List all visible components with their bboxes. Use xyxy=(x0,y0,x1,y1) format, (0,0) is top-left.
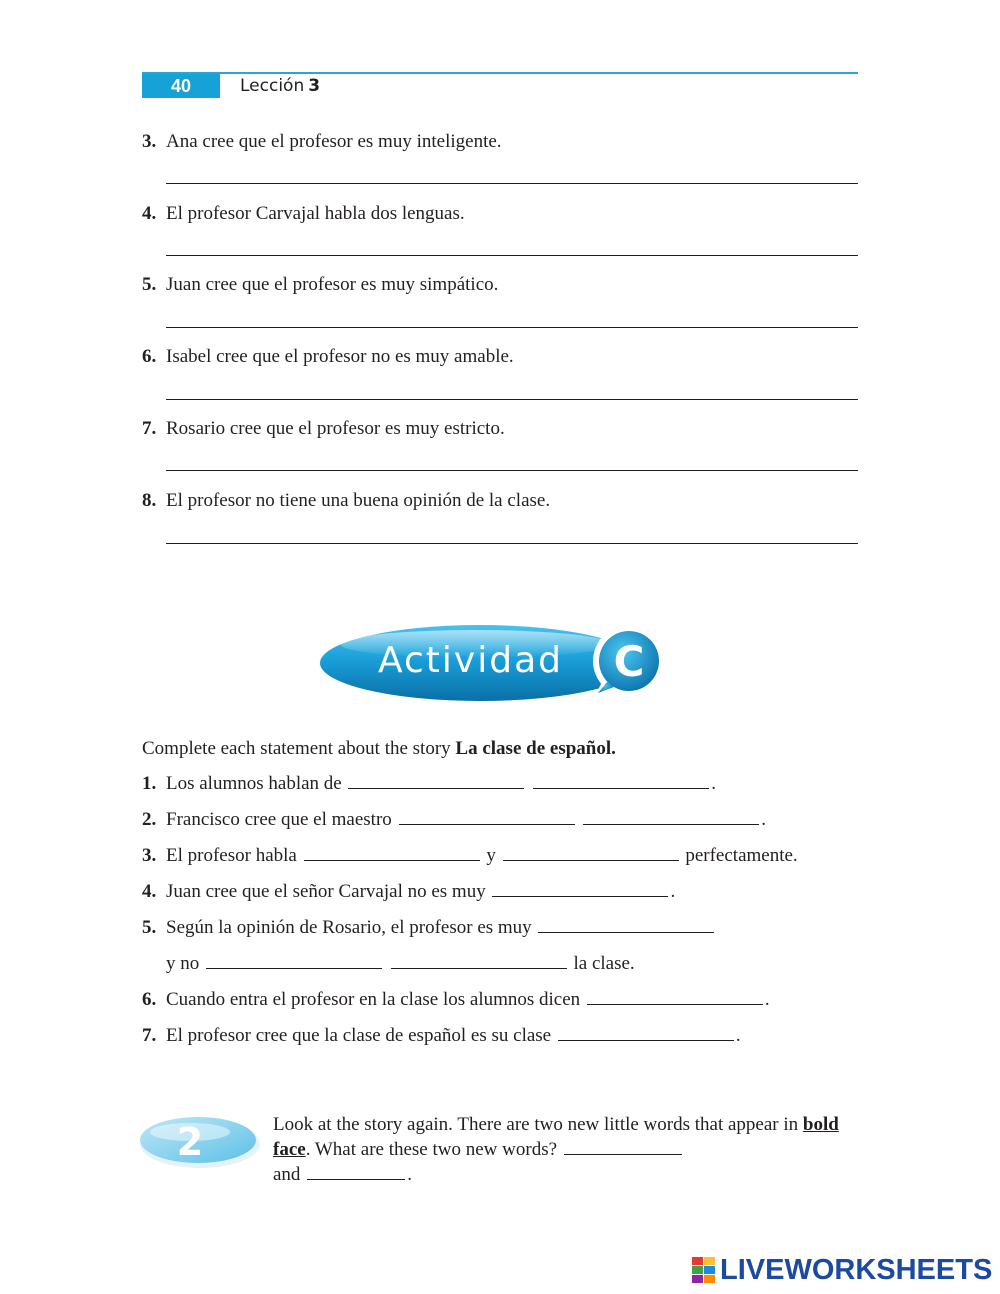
item-number: 6. xyxy=(142,346,157,367)
story-title: La clase de español. xyxy=(455,738,616,759)
statement-connector: y xyxy=(486,845,496,866)
answer-blank[interactable] xyxy=(533,770,709,789)
q2-text-part2: . What are these two new words? xyxy=(305,1139,562,1160)
statement-number: 6. xyxy=(142,989,157,1010)
answer-line-5[interactable] xyxy=(166,327,858,328)
statement-number: 2. xyxy=(142,809,157,830)
statement-end: . xyxy=(764,989,770,1010)
q2-end: . xyxy=(407,1164,412,1185)
watermark-text: LIVEWORKSHEETS xyxy=(720,1254,993,1286)
answer-blank[interactable] xyxy=(564,1136,682,1155)
liveworksheets-watermark xyxy=(692,1254,992,1286)
statement-text: y no xyxy=(166,953,200,974)
exercise-item-5 xyxy=(142,273,858,297)
q2-text-part1: Look at the story again. There are two new little words that appear in xyxy=(273,1114,803,1135)
answer-line-8[interactable] xyxy=(166,543,858,544)
statement-end: la clase. xyxy=(573,953,635,974)
lesson-word: Lección xyxy=(240,76,305,96)
statement-3 xyxy=(142,842,798,868)
liveworksheets-logo-icon xyxy=(692,1257,716,1283)
question-2-number: 2 xyxy=(176,1120,204,1164)
item-number: 3. xyxy=(142,131,157,152)
statement-7 xyxy=(142,1022,741,1048)
actividad-letter: C xyxy=(613,637,645,686)
statement-2 xyxy=(142,806,766,832)
item-text: Ana cree que el profesor es muy inteligente. xyxy=(166,131,502,152)
item-text: Juan cree que el profesor es muy simpático. xyxy=(166,274,499,295)
statement-text: Francisco cree que el maestro xyxy=(166,809,392,830)
answer-blank[interactable] xyxy=(503,842,679,861)
instructions xyxy=(142,737,616,761)
exercise-item-7 xyxy=(142,417,858,441)
statement-end: . xyxy=(735,1025,741,1046)
statement-4 xyxy=(142,878,675,904)
lesson-number: 3 xyxy=(308,76,321,96)
item-text: Rosario cree que el profesor es muy estricto. xyxy=(166,418,505,439)
exercise-item-6 xyxy=(142,345,858,369)
answer-blank[interactable] xyxy=(492,878,668,897)
statement-1 xyxy=(142,770,716,796)
page-header xyxy=(0,0,1000,110)
statement-6 xyxy=(142,986,770,1012)
statement-end: . xyxy=(711,773,716,794)
bubble-shape xyxy=(138,1110,262,1172)
answer-blank[interactable] xyxy=(391,950,567,969)
exercise-item-4 xyxy=(142,202,858,226)
lesson-title xyxy=(240,74,320,98)
statement-number: 7. xyxy=(142,1025,157,1046)
answer-blank[interactable] xyxy=(399,806,575,825)
answer-line-3[interactable] xyxy=(166,183,858,184)
statement-5 xyxy=(142,914,716,940)
item-text: El profesor no tiene una buena opinión de la clase. xyxy=(166,490,551,511)
question-2-bubble xyxy=(138,1110,262,1172)
q2-bold-face: bold face xyxy=(273,1114,839,1160)
answer-blank[interactable] xyxy=(583,806,759,825)
item-number: 8. xyxy=(142,490,157,511)
question-2-text xyxy=(273,1113,863,1186)
statement-number: 1. xyxy=(142,773,157,794)
page-number: 40 xyxy=(142,74,220,98)
item-text: El profesor Carvajal habla dos lenguas. xyxy=(166,203,465,224)
answer-line-7[interactable] xyxy=(166,470,858,471)
item-number: 5. xyxy=(142,274,157,295)
statement-text: Según la opinión de Rosario, el profesor es muy xyxy=(166,917,532,938)
statement-number: 5. xyxy=(142,917,157,938)
answer-blank[interactable] xyxy=(348,770,524,789)
statement-text: Los alumnos hablan de xyxy=(166,773,342,794)
answer-blank[interactable] xyxy=(558,1022,734,1041)
actividad-label: Actividad xyxy=(378,640,563,681)
answer-blank[interactable] xyxy=(538,914,714,933)
instructions-text: Complete each statement about the story xyxy=(142,738,456,759)
answer-blank[interactable] xyxy=(304,842,480,861)
answer-blank[interactable] xyxy=(587,986,763,1005)
statement-end: . xyxy=(761,809,767,830)
statement-end: perfectamente. xyxy=(685,845,798,866)
answer-line-6[interactable] xyxy=(166,399,858,400)
statement-text: Juan cree que el señor Carvajal no es muy xyxy=(166,881,486,902)
answer-blank[interactable] xyxy=(307,1161,405,1180)
item-text: Isabel cree que el profesor no es muy amable. xyxy=(166,346,514,367)
statement-number: 3. xyxy=(142,845,157,866)
q2-text-part3: and xyxy=(273,1164,306,1185)
statement-end: . xyxy=(670,881,676,902)
statement-text: El profesor cree que la clase de español es su clase xyxy=(166,1025,552,1046)
statement-5-continued xyxy=(166,950,635,976)
statement-number: 4. xyxy=(142,881,157,902)
statement-text: Cuando entra el profesor en la clase los alumnos dicen xyxy=(166,989,581,1010)
exercise-item-3 xyxy=(142,130,858,154)
item-number: 4. xyxy=(142,203,157,224)
answer-blank[interactable] xyxy=(206,950,382,969)
answer-line-4[interactable] xyxy=(166,255,858,256)
statement-text: El profesor habla xyxy=(166,845,297,866)
exercise-item-8 xyxy=(142,489,858,513)
item-number: 7. xyxy=(142,418,157,439)
actividad-badge xyxy=(315,610,675,710)
